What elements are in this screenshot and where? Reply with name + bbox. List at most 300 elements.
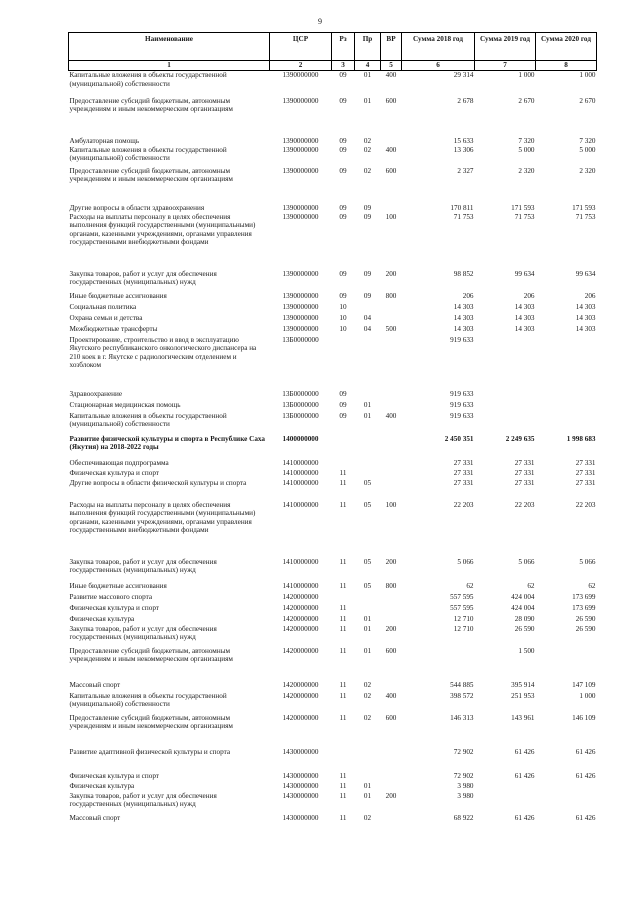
table-row [69, 137, 597, 146]
row-vr: 200 [385, 269, 397, 278]
row-pr: 01 [363, 411, 372, 420]
row-csr: 1390000000 [282, 313, 319, 322]
table-header [69, 33, 597, 71]
column-number: 2 [270, 61, 332, 71]
row-pr [355, 303, 381, 314]
row-csr: 13Б0000000 [282, 389, 319, 398]
row-sum-2018: 2 327 [457, 166, 474, 175]
row-sum-2018: 398 572 [450, 691, 474, 700]
row-name: Закупка товаров, работ и услуг для обеспечения государственных (муниципальных) нужд [69, 557, 217, 575]
row-rz [332, 593, 355, 604]
row-sum-2018: 72 902 [453, 747, 474, 756]
row-rz: 11 [339, 500, 347, 509]
row-sum-2019: 27 331 [514, 478, 535, 487]
row-csr: 1390000000 [282, 71, 319, 79]
row-rz: 09 [339, 71, 347, 79]
row-vr: 100 [385, 500, 397, 509]
row-name: Социальная политика [69, 302, 137, 311]
column-number: 3 [332, 61, 355, 71]
row-vr [381, 459, 402, 469]
row-pr: 02 [363, 691, 372, 700]
table-row [69, 479, 597, 501]
row-sum-2018: 15 633 [453, 136, 474, 145]
row-sum-2020: 26 590 [575, 624, 596, 633]
row-vr: 400 [385, 145, 397, 154]
row-sum-2019: 206 [523, 291, 535, 300]
row-rz: 09 [339, 96, 347, 105]
row-csr: 1410000000 [282, 468, 319, 477]
row-sum-2018: 12 710 [453, 614, 474, 623]
row-sum-2018: 98 852 [453, 269, 474, 278]
row-name: Иные бюджетные ассигнования [69, 291, 167, 300]
row-sum-2019: 1 000 [518, 71, 535, 79]
row-sum-2019: 71 753 [514, 212, 535, 221]
header-sum-2019: Сумма 2019 год [475, 33, 536, 61]
row-sum-2020: 1 000 [579, 691, 596, 700]
table-row [69, 204, 597, 213]
row-sum-2018 [402, 647, 475, 681]
row-pr: 01 [363, 624, 372, 633]
row-pr: 02 [363, 136, 372, 145]
row-rz [332, 459, 355, 469]
row-sum-2020 [536, 792, 597, 814]
table-row [69, 772, 597, 782]
row-rz: 11 [339, 468, 347, 477]
row-sum-2020: 146 109 [572, 713, 596, 722]
row-csr: 1410000000 [282, 557, 319, 566]
row-vr [381, 469, 402, 479]
row-pr: 01 [363, 71, 372, 79]
row-rz: 09 [339, 269, 347, 278]
row-sum-2019: 2 320 [518, 166, 535, 175]
row-sum-2018: 206 [462, 291, 474, 300]
row-name: Капитальные вложения в объекты государственной (муниципальной) собственности [69, 411, 227, 429]
row-name: Капитальные вложения в объекты государственной (муниципальной) собственности [69, 145, 227, 163]
table-row [69, 782, 597, 792]
table-row [69, 401, 597, 412]
row-rz: 11 [339, 691, 347, 700]
row-pr [355, 748, 381, 772]
row-sum-2018: 919 633 [450, 400, 474, 409]
row-sum-2020 [536, 782, 597, 792]
row-sum-2018: 544 885 [450, 680, 474, 689]
row-pr: 05 [363, 500, 372, 509]
row-sum-2019: 27 331 [514, 468, 535, 477]
row-name: Обеспечивающая подпрограмма [69, 458, 169, 467]
row-rz: 09 [339, 166, 347, 175]
row-sum-2020: 206 [584, 291, 596, 300]
table-row [69, 681, 597, 692]
row-sum-2018: 3 980 [457, 791, 474, 800]
row-pr [355, 469, 381, 479]
row-sum-2019: 5 066 [518, 557, 535, 566]
row-sum-2018: 29 314 [453, 71, 474, 79]
table-row [69, 625, 597, 647]
row-sum-2020: 61 426 [575, 747, 596, 756]
table-row [69, 459, 597, 469]
row-name: Предоставление субсидий бюджетным, автономным учреждениям и иным некоммерческим организациям [69, 713, 233, 731]
row-sum-2020: 147 109 [572, 680, 596, 689]
row-csr: 1400000000 [282, 434, 319, 443]
row-pr [355, 604, 381, 615]
row-csr: 1430000000 [282, 747, 319, 756]
row-rz: 11 [339, 771, 347, 780]
row-rz: 11 [339, 813, 347, 822]
table-row [69, 314, 597, 325]
row-name: Физическая культура [69, 781, 135, 790]
row-sum-2019: 99 634 [514, 269, 535, 278]
row-csr: 13Б0000000 [282, 400, 319, 409]
row-csr: 1410000000 [282, 500, 319, 509]
table-row [69, 325, 597, 336]
row-name: Расходы на выплаты персоналу в целях обеспечения выполнения функций государственными (муниципальными) органами, казенными учреждениями, органами управления государственными внебюджетными фондами [69, 500, 256, 535]
row-vr [381, 681, 402, 692]
row-name: Физическая культура [69, 614, 135, 623]
row-sum-2019: 424 004 [511, 592, 535, 601]
row-pr: 09 [363, 269, 372, 278]
row-vr: 800 [385, 581, 397, 590]
header-rz: Рз [332, 33, 355, 61]
row-sum-2020 [536, 401, 597, 412]
row-rz: 11 [339, 603, 347, 612]
row-vr [381, 401, 402, 412]
row-pr: 05 [363, 478, 372, 487]
table-row [69, 714, 597, 748]
row-vr [381, 137, 402, 146]
table-row [69, 604, 597, 615]
row-sum-2018: 14 303 [453, 313, 474, 322]
row-csr: 1390000000 [282, 136, 319, 145]
row-csr: 1390000000 [282, 302, 319, 311]
row-sum-2019: 26 590 [514, 624, 535, 633]
row-sum-2020: 1 998 683 [566, 434, 596, 443]
row-rz: 09 [339, 145, 347, 154]
row-csr: 1390000000 [282, 145, 319, 154]
row-csr: 1420000000 [282, 603, 319, 612]
row-rz: 10 [339, 324, 347, 333]
header-vr: ВР [381, 33, 402, 61]
row-csr: 1390000000 [282, 203, 319, 212]
row-sum-2019: 424 004 [511, 603, 535, 612]
row-vr: 800 [385, 291, 397, 300]
row-name: Развитие физической культуры и спорта в Республике Саха (Якутия) на 2018-2022 годы [69, 434, 266, 452]
row-vr: 600 [385, 96, 397, 105]
row-sum-2018: 12 710 [453, 624, 474, 633]
row-rz: 09 [339, 411, 347, 420]
table-body [69, 71, 597, 824]
row-sum-2018: 14 303 [453, 302, 474, 311]
row-csr: 1420000000 [282, 713, 319, 722]
column-number: 4 [355, 61, 381, 71]
row-sum-2018: 146 313 [450, 713, 474, 722]
column-number: 7 [475, 61, 536, 71]
row-sum-2018: 557 595 [450, 592, 474, 601]
row-name: Закупка товаров, работ и услуг для обеспечения государственных (муниципальных) нужд [69, 791, 217, 809]
row-csr: 1410000000 [282, 458, 319, 467]
row-name: Здравоохранение [69, 389, 123, 398]
row-rz: 11 [339, 624, 347, 633]
table-row [69, 213, 597, 270]
row-name: Физическая культура и спорт [69, 603, 159, 612]
row-name: Предоставление субсидий бюджетным, автономным учреждениям и иным некоммерческим организациям [69, 96, 233, 114]
row-sum-2018: 170 811 [450, 203, 474, 212]
row-pr [355, 336, 381, 390]
row-pr: 01 [363, 614, 372, 623]
row-vr: 200 [385, 557, 397, 566]
row-sum-2020: 14 303 [575, 302, 596, 311]
table-row [69, 303, 597, 314]
row-sum-2020: 173 699 [572, 603, 596, 612]
row-rz [332, 435, 355, 459]
row-sum-2018: 919 633 [450, 335, 474, 344]
row-sum-2018: 919 633 [450, 411, 474, 420]
row-sum-2018: 5 066 [457, 557, 474, 566]
row-sum-2018: 2 450 351 [444, 434, 474, 443]
row-name: Массовый спорт [69, 680, 121, 689]
table-row [69, 435, 597, 459]
table-row [69, 336, 597, 390]
row-vr [381, 435, 402, 459]
row-csr: 1420000000 [282, 680, 319, 689]
row-pr: 02 [363, 166, 372, 175]
row-csr: 1420000000 [282, 614, 319, 623]
row-rz: 11 [339, 557, 347, 566]
row-sum-2019: 2 249 635 [505, 434, 535, 443]
row-sum-2019 [475, 412, 536, 435]
table-row [69, 615, 597, 625]
row-name: Охрана семьи и детства [69, 313, 143, 322]
row-sum-2019: 61 426 [514, 813, 535, 822]
table-row [69, 390, 597, 401]
row-name: Капитальные вложения в объекты государственной (муниципальной) собственности [69, 691, 227, 709]
row-name: Расходы на выплаты персоналу в целях обеспечения выполнения функций государственными (муниципальными) органами, казенными учреждениями, органами управления государственными внебюджетными фондами [69, 212, 256, 247]
row-pr: 01 [363, 400, 372, 409]
row-sum-2019: 61 426 [514, 747, 535, 756]
row-pr: 04 [363, 313, 372, 322]
row-sum-2020 [536, 647, 597, 681]
row-name: Другие вопросы в области физической культуры и спорта [69, 478, 247, 487]
row-rz: 11 [339, 791, 347, 800]
row-sum-2020: 2 320 [579, 166, 596, 175]
row-sum-2020: 14 303 [575, 313, 596, 322]
row-csr: 1420000000 [282, 592, 319, 601]
table-row [69, 593, 597, 604]
row-sum-2019: 14 303 [514, 302, 535, 311]
column-number: 1 [69, 61, 270, 71]
row-vr [381, 748, 402, 772]
row-vr: 100 [385, 212, 397, 221]
row-rz: 11 [339, 581, 347, 590]
row-pr: 01 [363, 646, 372, 655]
row-vr: 400 [385, 691, 397, 700]
row-pr [355, 772, 381, 782]
row-rz: 10 [339, 302, 347, 311]
row-vr: 500 [385, 324, 397, 333]
row-sum-2019 [475, 792, 536, 814]
row-csr: 1390000000 [282, 291, 319, 300]
table-row [69, 270, 597, 292]
row-csr: 1390000000 [282, 96, 319, 105]
row-name: Предоставление субсидий бюджетным, автономным учреждениям и иным некоммерческим организациям [69, 166, 233, 184]
table-row [69, 558, 597, 582]
row-name: Другие вопросы в области здравоохранения [69, 203, 205, 212]
row-sum-2018: 3 980 [457, 781, 474, 790]
row-rz: 09 [339, 212, 347, 221]
row-csr: 1410000000 [282, 478, 319, 487]
row-rz: 11 [339, 478, 347, 487]
row-sum-2018: 62 [466, 581, 474, 590]
row-name: Проектирование, строительство и ввод в эксплуатацию Якутского республиканского онкологического диспансера на 210 коек в г. Якутске с радиологическим отделением и хозблоком [69, 335, 257, 370]
row-vr [381, 604, 402, 615]
row-sum-2020: 61 426 [575, 771, 596, 780]
row-rz: 09 [339, 203, 347, 212]
row-pr: 09 [363, 203, 372, 212]
row-vr: 400 [385, 411, 397, 420]
row-name: Межбюджетные трансферты [69, 324, 158, 333]
row-sum-2020: 173 699 [572, 592, 596, 601]
budget-table [68, 32, 597, 824]
row-sum-2018: 13 306 [453, 145, 474, 154]
row-name: Иные бюджетные ассигнования [69, 581, 167, 590]
row-sum-2020: 27 331 [575, 478, 596, 487]
table-row [69, 647, 597, 681]
column-number: 6 [402, 61, 475, 71]
row-pr [355, 390, 381, 401]
row-sum-2020: 14 303 [575, 324, 596, 333]
row-vr [381, 204, 402, 213]
row-rz: 11 [339, 713, 347, 722]
row-rz: 11 [339, 614, 347, 623]
row-pr: 01 [363, 781, 372, 790]
row-sum-2020 [536, 390, 597, 401]
row-csr: 13Б0000000 [282, 335, 319, 344]
row-pr: 01 [363, 791, 372, 800]
row-csr: 1410000000 [282, 581, 319, 590]
header-sum-2020: Сумма 2020 год [536, 33, 597, 61]
row-pr: 05 [363, 581, 372, 590]
row-vr: 400 [385, 71, 397, 79]
row-sum-2020: 22 203 [575, 500, 596, 509]
row-pr: 05 [363, 557, 372, 566]
row-pr [355, 593, 381, 604]
row-vr [381, 772, 402, 782]
row-rz: 09 [339, 400, 347, 409]
row-sum-2018: 27 331 [453, 478, 474, 487]
row-sum-2020: 1 000 [579, 71, 596, 79]
table-row [69, 748, 597, 772]
row-name: Амбулаторная помощь [69, 136, 140, 145]
row-vr [381, 336, 402, 390]
row-vr: 600 [385, 166, 397, 175]
row-sum-2019: 14 303 [514, 324, 535, 333]
row-vr [381, 593, 402, 604]
row-vr [381, 390, 402, 401]
row-rz: 09 [339, 136, 347, 145]
row-sum-2019: 22 203 [514, 500, 535, 509]
table-row [69, 814, 597, 824]
table-row [69, 692, 597, 714]
row-vr [381, 814, 402, 824]
row-pr: 01 [363, 96, 372, 105]
row-csr: 1420000000 [282, 691, 319, 700]
row-sum-2019: 14 303 [514, 313, 535, 322]
row-name: Физическая культура и спорт [69, 771, 159, 780]
row-pr: 09 [363, 291, 372, 300]
row-sum-2019 [475, 782, 536, 792]
row-name: Капитальные вложения в объекты государственной (муниципальной) собственности [69, 71, 227, 88]
row-sum-2020: 71 753 [575, 212, 596, 221]
table-row [69, 97, 597, 137]
row-csr: 1420000000 [282, 646, 319, 655]
row-sum-2018: 71 753 [453, 212, 474, 221]
row-pr: 02 [363, 713, 372, 722]
row-sum-2019: 2 670 [518, 96, 535, 105]
row-sum-2020: 27 331 [575, 458, 596, 467]
row-sum-2018: 27 331 [453, 458, 474, 467]
row-vr: 600 [385, 646, 397, 655]
row-pr: 02 [363, 680, 372, 689]
row-vr [381, 615, 402, 625]
row-sum-2019 [475, 336, 536, 390]
row-sum-2020 [536, 412, 597, 435]
row-csr: 1420000000 [282, 624, 319, 633]
row-sum-2018: 14 303 [453, 324, 474, 333]
row-name: Стационарная медицинская помощь [69, 400, 181, 409]
row-csr: 1390000000 [282, 166, 319, 175]
row-csr: 1430000000 [282, 791, 319, 800]
row-sum-2020: 61 426 [575, 813, 596, 822]
header-name: Наименование [69, 33, 270, 61]
row-sum-2020: 5 066 [579, 557, 596, 566]
page-number: 9 [318, 17, 322, 26]
row-sum-2019: 5 000 [518, 145, 535, 154]
header-csr: ЦСР [270, 33, 332, 61]
row-sum-2020: 5 000 [579, 145, 596, 154]
row-name: Закупка товаров, работ и услуг для обеспечения государственных (муниципальных) нужд [69, 624, 217, 642]
row-vr: 200 [385, 791, 397, 800]
row-sum-2018: 68 922 [453, 813, 474, 822]
row-sum-2020: 2 670 [579, 96, 596, 105]
row-sum-2018: 557 595 [450, 603, 474, 612]
row-vr: 200 [385, 624, 397, 633]
row-pr [355, 435, 381, 459]
row-csr: 1430000000 [282, 813, 319, 822]
row-sum-2019: 1 500 [518, 646, 535, 655]
row-name: Физическая культура и спорт [69, 468, 159, 477]
header-pr: Пр [355, 33, 381, 61]
row-sum-2018: 27 331 [453, 468, 474, 477]
table-row [69, 792, 597, 814]
row-csr: 1390000000 [282, 324, 319, 333]
row-sum-2018: 22 203 [453, 500, 474, 509]
table-row [69, 501, 597, 558]
row-sum-2019 [475, 401, 536, 412]
column-number-row [69, 61, 597, 71]
header-sum-2018: Сумма 2018 год [402, 33, 475, 61]
row-sum-2019 [475, 390, 536, 401]
row-sum-2018: 2 678 [457, 96, 474, 105]
row-rz: 09 [339, 389, 347, 398]
row-name: Предоставление субсидий бюджетным, автономным учреждениям и иным некоммерческим организациям [69, 646, 233, 664]
row-sum-2019: 171 593 [511, 203, 535, 212]
row-name: Развитие адаптивной физической культуры и спорта [69, 747, 231, 756]
row-rz: 11 [339, 781, 347, 790]
row-sum-2020: 99 634 [575, 269, 596, 278]
table-row [69, 71, 597, 97]
table-row [69, 582, 597, 593]
table-row [69, 292, 597, 303]
row-sum-2019: 7 320 [518, 136, 535, 145]
